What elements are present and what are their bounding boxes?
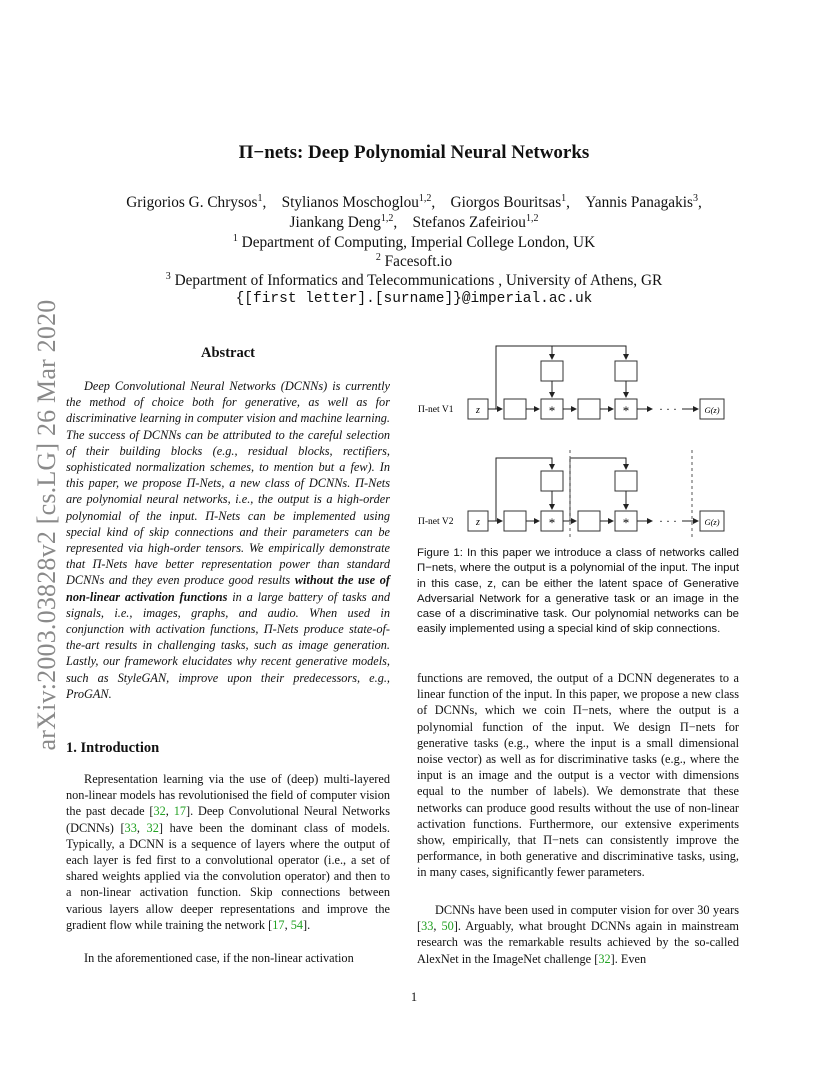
row1-op-2-label: * — [622, 403, 630, 418]
citation-link[interactable]: 17 — [272, 917, 285, 932]
row2-output-label: G(z) — [704, 517, 720, 527]
row1-op-1-label: * — [548, 403, 556, 418]
row2-op-1-label: * — [548, 515, 556, 530]
affiliation-3-text: Department of Informatics and Telecommunications , University of Athens, GR — [174, 272, 663, 289]
row2-skip-2 — [615, 471, 637, 491]
affiliation-2 — [40, 252, 788, 271]
right-paragraph-1: functions are removed, the output of a DCNN degenerates to a linear function of the input. In this paper, we propose a new class of DCNNs, which we coin Π−nets, where the output is a polynomial function of the input. We design Π−nets for generative tasks (e.g., where the input is a small dimensional noise vector) as well as for discriminative tasks (e.g., where the input is an image and the output is a vector with dimensions equal to the number of labels). We demonstrate that these networks can produce good results without the use of non-linear activation functions. Furthermore, our extensive experiments show, empirically, that Π−nets can consistently improve the performance, in both generative and discriminative tasks, using, in many cases, significantly fewer parameters. — [417, 671, 739, 880]
row2-op-2-label: * — [622, 515, 630, 530]
row1-skip-line-2 — [552, 346, 626, 359]
affiliation-1-text: Department of Computing, Imperial College London, UK — [241, 234, 596, 251]
row1-input-label: z — [476, 405, 480, 416]
author-name: Giorgos Bouritsas — [450, 194, 562, 211]
row2-block-2 — [578, 511, 600, 531]
affiliation-3 — [40, 271, 788, 290]
citation-link[interactable]: 32 — [598, 951, 611, 966]
paragraph-text: Representation learning via the use of (deep) multi-layered non-linear models has revolutionised the field of computer vision the past decade [ — [66, 772, 390, 819]
affiliation-2-sup: 2 — [375, 251, 381, 263]
author-name: Stylianos Moschoglou — [281, 194, 419, 211]
abstract-text — [66, 378, 390, 702]
abstract-bold: without the use of non-linear activation functions — [66, 573, 390, 604]
author-affiliation-sup: 1,2 — [418, 192, 432, 204]
citation-link[interactable]: 32 — [146, 820, 159, 835]
row1-block-1 — [504, 399, 526, 419]
right-paragraph-2 — [417, 902, 739, 967]
author-affiliation-sup: 1,2 — [525, 212, 539, 224]
abstract-part-1: Deep Convolutional Neural Networks (DCNNs) is currently the method of choice both for generative, as well as for discriminative learning in computer vision and machine learning. The success of DCNNs can be attributed to the careful selection of their building blocks (e.g., residual blocks, rectifiers, sophisticated normalization schemes, to mention but a few). In this paper, we propose Π-Nets, a new class of DCNNs. Π-Nets are polynomial neural networks, i.e., the output is a high-order polynomial of the input. Π-Nets can be implemented using special kind of skip connections and their parameters can be represented via high-order tensors. We empirically demonstrate that Π-Nets have better representation power than standard DCNNs and they even produce good results — [66, 379, 390, 588]
author-line-1: Grigorios G. Chrysos$^1$, Stylianos Moschoglou$^{1,2}$, Giorgos Bouritsas$^1$, Yannis Panagakis$^3$, — [126, 192, 702, 211]
row1-dots: · · · — [659, 402, 677, 416]
row2-dots: · · · — [659, 514, 677, 528]
arxiv-stamp: arXiv:2003.03828v2 [cs.LG] 26 Mar 2020 — [32, 299, 61, 751]
author-affiliation-sup: 1 — [561, 192, 567, 204]
citation-link[interactable]: 33 — [124, 820, 137, 835]
author-name: Stefanos Zafeiriou — [412, 214, 526, 231]
row2-skip-1 — [541, 471, 563, 491]
section-heading-introduction: 1. Introduction — [66, 740, 160, 756]
author-line-2: Jiankang Deng$^{1,2}$, Stefanos Zafeiriou$^{1,2}$ — [289, 212, 539, 231]
paragraph-text: DCNNs have been used in computer vision for over 30 years [ — [417, 903, 739, 934]
paragraph-text: , — [136, 820, 147, 835]
page-number: 1 — [410, 990, 418, 1004]
author-affiliation-sup: 1,2 — [380, 212, 394, 224]
intro-paragraph-1 — [66, 771, 390, 933]
paragraph-text: ]. — [303, 917, 311, 932]
figure-1-diagram — [412, 338, 732, 538]
paragraph-text: , — [165, 804, 174, 819]
paragraph-text: ]. Even — [610, 951, 647, 966]
citation-link[interactable]: 54 — [290, 917, 304, 932]
row1-block-2 — [578, 399, 600, 419]
author-name: Jiankang Deng — [289, 214, 381, 231]
affiliation-1-sup: 1 — [232, 232, 238, 244]
author-affiliation-sup: 1 — [257, 192, 263, 204]
affiliation-2-text: Facesoft.io — [384, 253, 453, 270]
paragraph-text: ]. Arguably, what brought DCNNs again in mainstream research was the remarkable results achieved by the so-called AlexNet in the ImageNet challenge [ — [417, 919, 739, 966]
row1-label: Π-net V1 — [418, 405, 454, 415]
row2-input-label: z — [476, 517, 480, 528]
figure-1-caption: Figure 1: In this paper we introduce a class of networks called Π−nets, where the output is a polynomial of the input. The input in this case, z, can be either the latent space of Generative Adversarial Network for a generative task or an image in the case of a discriminative task. Our polynomial networks can be easily implemented using a special kind of skip connections. — [417, 547, 739, 636]
citation-link[interactable]: 32 — [153, 804, 166, 819]
author-affiliation-sup: 3 — [692, 192, 698, 204]
affiliation-3-sup: 3 — [165, 270, 171, 282]
author-name: Yannis Panagakis — [585, 194, 693, 211]
author-name: Grigorios G. Chrysos — [126, 194, 258, 211]
paragraph-text: ]. Deep Convolutional Neural Networks (DCNNs) [ — [66, 804, 390, 835]
row1-output-label: G(z) — [704, 405, 720, 415]
intro-paragraph-2: In the aforementioned case, if the non-linear activation — [84, 951, 354, 965]
citation-link[interactable]: 17 — [173, 804, 186, 819]
row1-skip-1 — [541, 361, 563, 381]
row2-label: Π-net V2 — [418, 517, 454, 527]
citation-link[interactable]: 50 — [441, 919, 454, 934]
paragraph-text: ] have been the dominant class of models. Typically, a DCNN is a sequence of layers where the output of each layer is fed first to a convolutional operator (i.e., a set of shared weights applied via the convolution operator) and then to a non-linear activation function. Skip connections between various layers allow deeper representations and improve the gradient flow while training the network [ — [66, 820, 390, 932]
affiliation-1 — [40, 233, 788, 252]
abstract-heading: Abstract — [201, 345, 255, 361]
row1-skip-2 — [615, 361, 637, 381]
paper-title: Π−nets: Deep Polynomial Neural Networks — [238, 142, 590, 163]
row2-block-1 — [504, 511, 526, 531]
citation-link[interactable]: 33 — [421, 919, 434, 934]
author-email: {[first letter].[surname]}@imperial.ac.uk — [235, 291, 593, 307]
paragraph-text: , — [433, 919, 442, 934]
paragraph-text: , — [284, 917, 291, 932]
abstract-part-2: in a large battery of tasks and signals, i.e., images, graphs, and audio. When used in conjunction with activation functions, Π-Nets produce state-of-the-art results in challenging tasks, such as image generation. Lastly, our framework elucidates why recent generative models, such as StyleGAN, improve upon their predecessors, e.g., ProGAN. — [66, 589, 390, 701]
